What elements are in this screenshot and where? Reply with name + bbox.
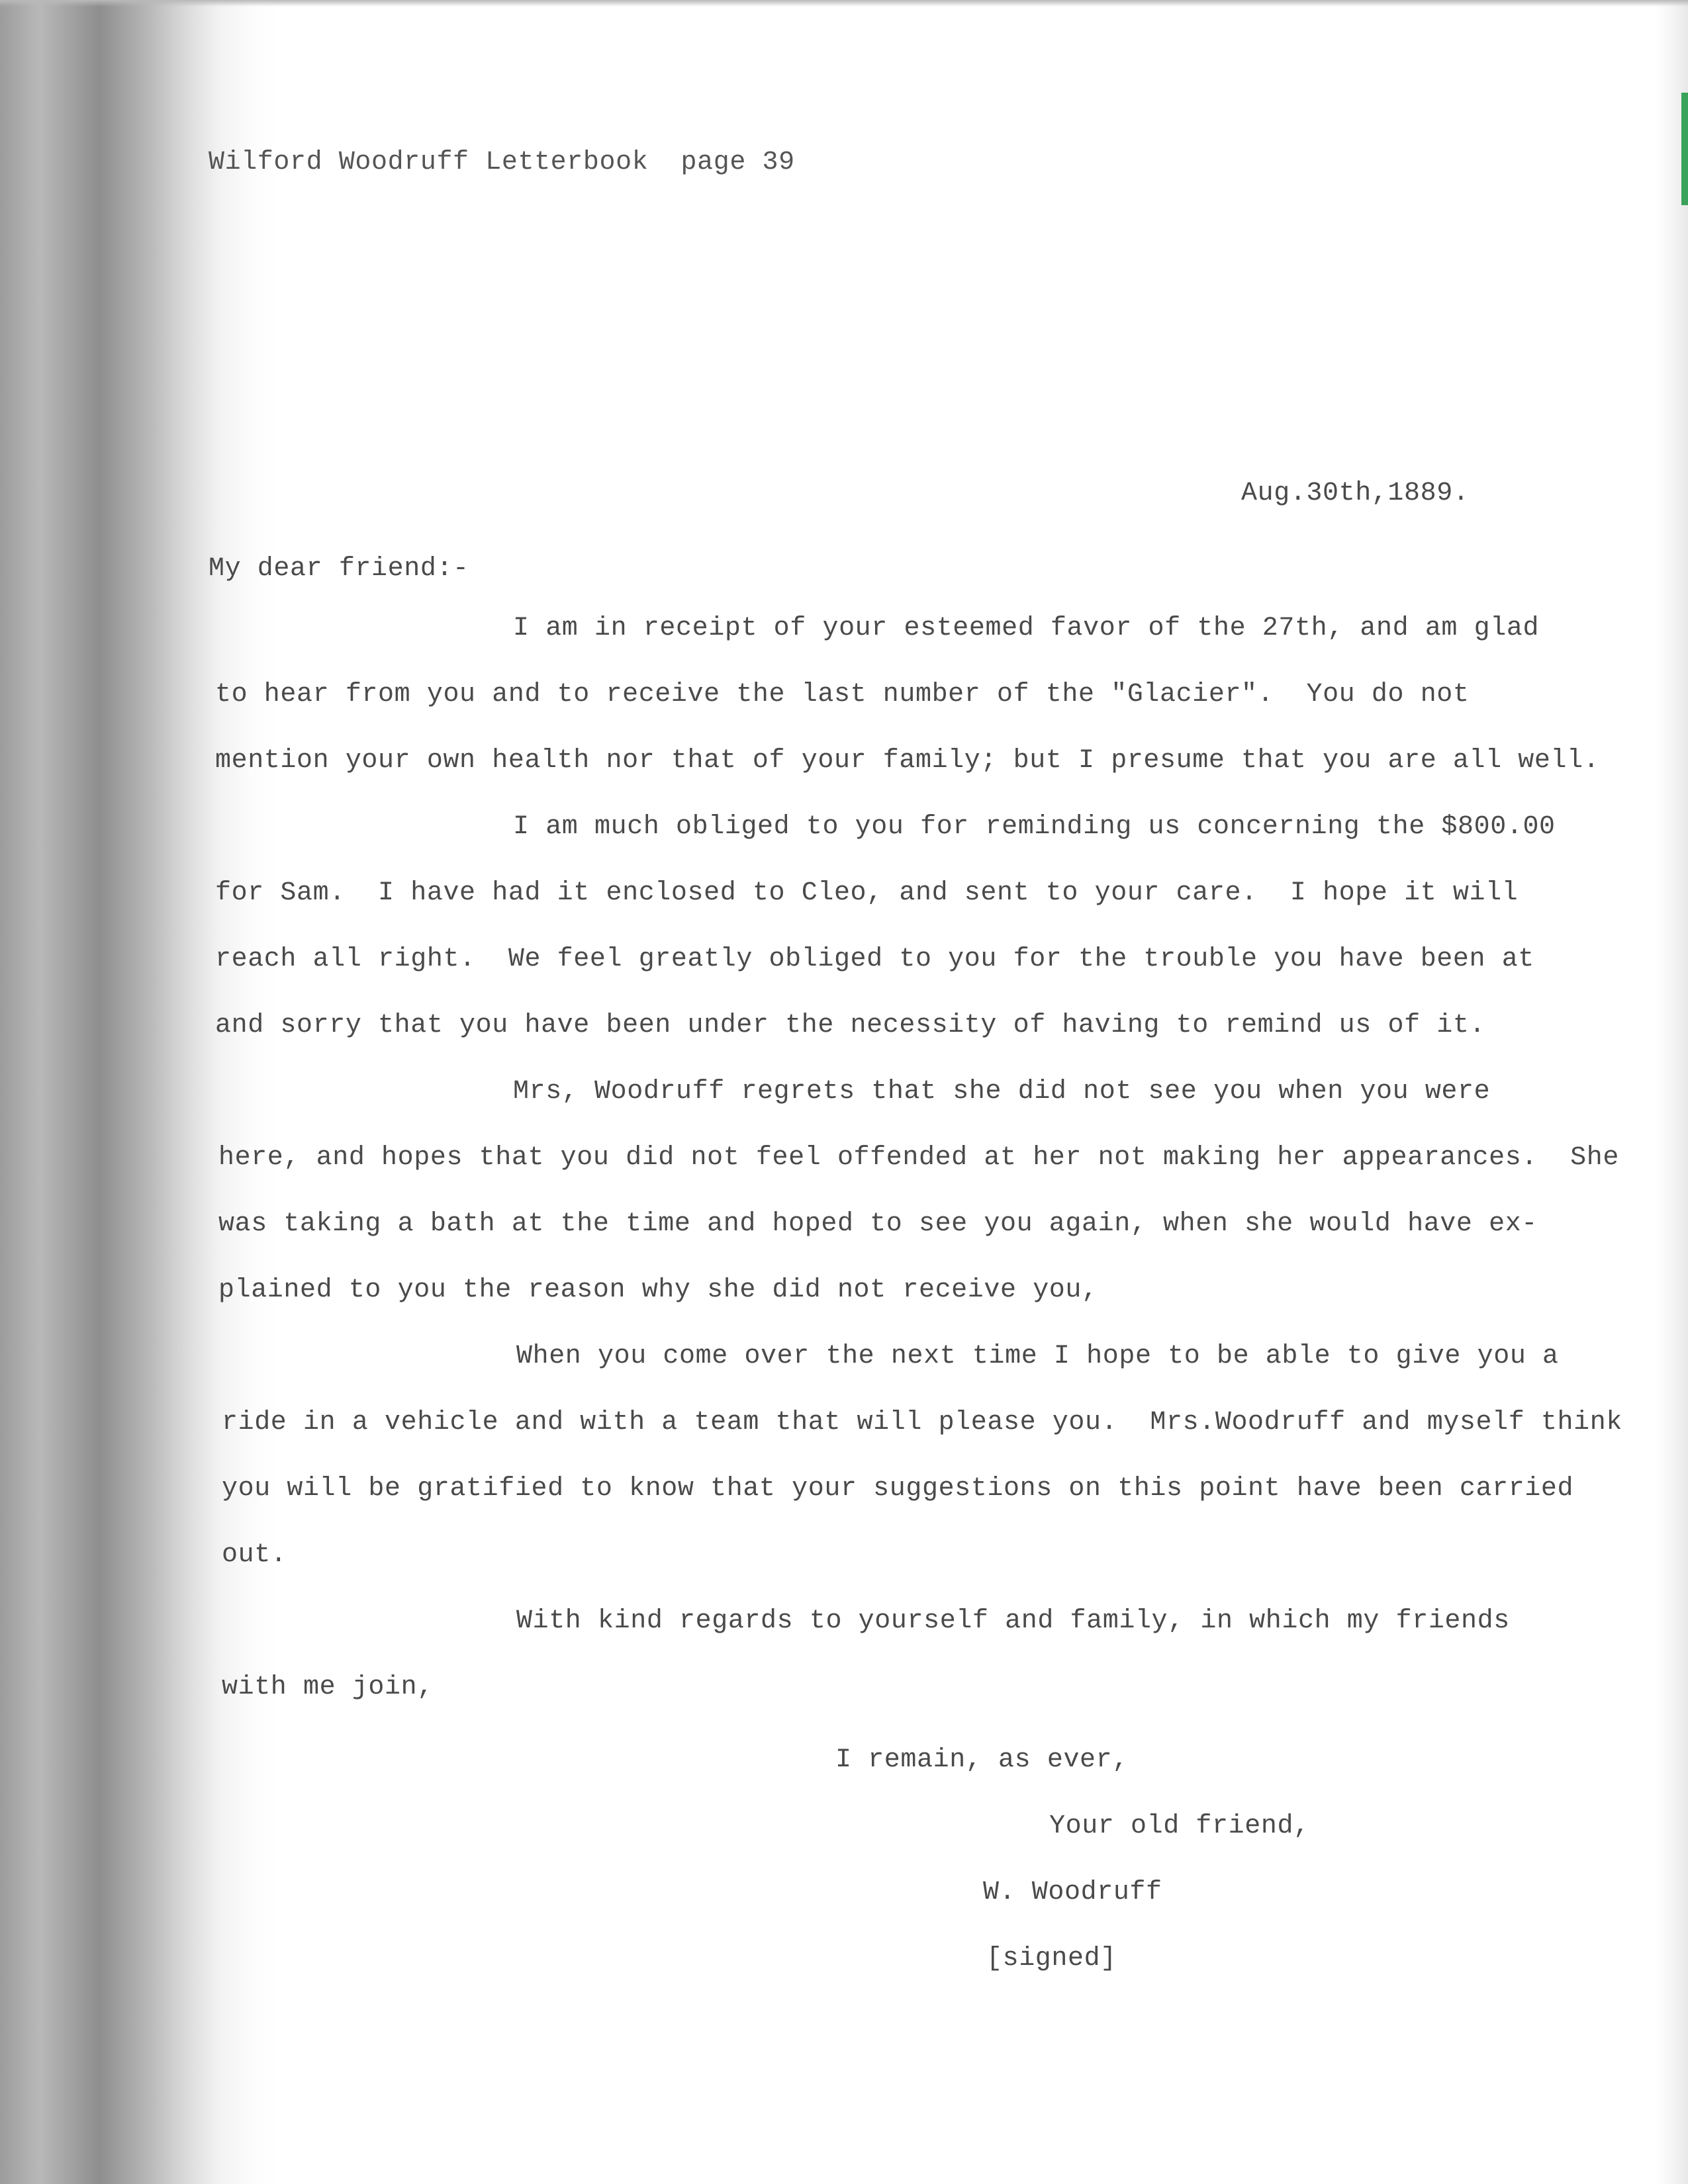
paragraph-1-line-3: mention your own health nor that of your family; but I presume that you are all well. [215,746,1600,776]
letterbook-header: Wilford Woodruff Letterbook page 39 [209,148,795,177]
paragraph-5-line-1: With kind regards to yourself and family, in which my friends [516,1606,1510,1636]
paragraph-2-line-2: for Sam. I have had it enclosed to Cleo, and sent to your care. I hope it will [215,878,1519,908]
page-top-edge [0,0,1688,7]
closing-line-1: I remain, as ever, [835,1745,1129,1775]
salutation: My dear friend:- [209,554,469,584]
paragraph-1-line-1: I am in receipt of your esteemed favor of the 27th, and am glad [513,614,1540,643]
paragraph-2-line-1: I am much obliged to you for reminding us concerning the $800.00 [513,812,1556,842]
paragraph-4-line-4: out. [222,1540,287,1570]
edge-tab-marker [1681,93,1688,205]
paragraph-4-line-1: When you come over the next time I hope to be able to give you a [516,1342,1559,1371]
signed-note: [signed] [986,1944,1117,1974]
paragraph-4-line-3: you will be gratified to know that your suggestions on this point have been carried [222,1474,1574,1504]
paragraph-2-line-3: reach all right. We feel greatly obliged to you for the trouble you have been at [215,944,1534,974]
signature-name: W. Woodruff [983,1878,1162,1907]
paragraph-3-line-1: Mrs, Woodruff regrets that she did not see you when you were [513,1077,1491,1107]
paragraph-3-line-2: here, and hopes that you did not feel offended at her not making her appearances. She [218,1143,1619,1173]
paragraph-1-line-2: to hear from you and to receive the last number of the "Glacier". You do not [215,680,1470,709]
paragraph-2-line-4: and sorry that you have been under the necessity of having to remind us of it. [215,1011,1486,1040]
paragraph-3-line-3: was taking a bath at the time and hoped to see you again, when she would have ex- [218,1209,1538,1239]
paragraph-4-line-2: ride in a vehicle and with a team that will please you. Mrs.Woodruff and myself think [222,1408,1622,1437]
closing-line-2: Your old friend, [1049,1811,1310,1841]
letter-date: Aug.30th,1889. [1241,478,1470,508]
paragraph-5-line-2: with me join, [222,1672,434,1702]
paragraph-3-line-4: plained to you the reason why she did not receive you, [218,1275,1098,1305]
